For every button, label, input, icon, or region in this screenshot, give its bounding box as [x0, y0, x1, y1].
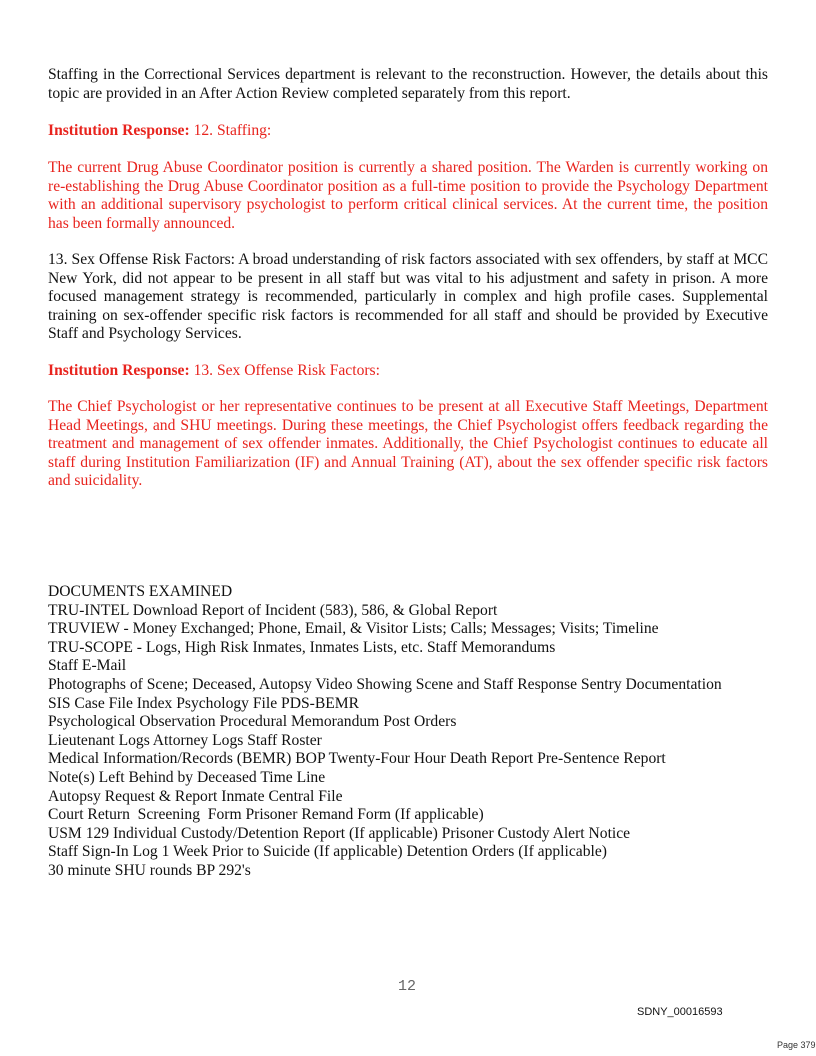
response-title: 12. Staffing:	[189, 122, 272, 139]
list-item: SIS Case File Index Psychology File PDS-BEMR	[48, 694, 360, 712]
list-item: Photographs of Scene; Deceased, Autopsy Video Showing Scene and Staff Response Sentry Documentation	[48, 675, 722, 693]
documents-examined-list	[48, 583, 768, 881]
list-item: Autopsy Request & Report Inmate Central File	[48, 787, 343, 805]
list-item: TRU-SCOPE - Logs, High Risk Inmates, Inmates Lists, etc. Staff Memorandums	[48, 638, 556, 656]
institution-response-12-heading	[48, 122, 768, 141]
list-item: Lieutenant Logs Attorney Logs Staff Roster	[48, 731, 322, 749]
list-item: 30 minute SHU rounds BP 292's	[48, 861, 251, 879]
list-item: TRU-INTEL Download Report of Incident (583), 586, & Global Report	[48, 601, 498, 619]
list-item: Court Return Screening Form Prisoner Remand Form (If applicable)	[48, 806, 484, 824]
documents-heading: DOCUMENTS EXAMINED	[48, 583, 233, 600]
response-label: Institution Response:	[48, 122, 190, 139]
response-label: Institution Response:	[48, 362, 190, 379]
bates-number: SDNY_00016593	[637, 1006, 723, 1018]
list-item: TRUVIEW - Money Exchanged; Phone, Email, & Visitor Lists; Calls; Messages; Visits; Timeline	[48, 620, 659, 638]
list-item: Psychological Observation Procedural Memorandum Post Orders	[48, 713, 457, 731]
list-item: Note(s) Left Behind by Deceased Time Line	[48, 768, 326, 786]
list-item: USM 129 Individual Custody/Detention Report (If applicable) Prisoner Custody Alert Notice	[48, 824, 631, 842]
institution-response-13-body: The Chief Psychologist or her representative continues to be present at all Executive Staff Meetings, Department Head Meetings, and SHU meetings. During these meetings, the Chief Psychologist offers feedback regarding the treatment and management of sex offender inmates. Additionally, the Chief Psychologist continues to educate all staff during Institution Familiarization (IF) and Annual Training (AT), about the sex offender specific risk factors and suicidality.	[48, 398, 768, 490]
staffing-paragraph: Staffing in the Correctional Services department is relevant to the reconstruction. However, the details about this topic are provided in an After Action Review completed separately from this report.	[48, 66, 768, 102]
page-label: Page 379	[777, 1040, 816, 1050]
institution-response-12-body: The current Drug Abuse Coordinator position is currently a shared position. The Warden is currently working on re-establishing the Drug Abuse Coordinator position as a full-time position to provide the Psychology Department with an additional supervisory psychologist to perform critical clinical services. At the current time, the position has been formally announced.	[48, 159, 768, 232]
list-item: Staff Sign-In Log 1 Week Prior to Suicide (If applicable) Detention Orders (If applicable)	[48, 843, 607, 861]
list-item: Staff E-Mail	[48, 657, 127, 675]
sex-offense-risk-paragraph: 13. Sex Offense Risk Factors: A broad understanding of risk factors associated with sex offenders, by staff at MCC New York, did not appear to be present in all staff but was vital to his adjustment and safety in prison. A more focused management strategy is recommended, particularly in complex and high profile cases. Supplemental training on sex-offender specific risk factors is recommended for all staff and should be provided by Executive Staff and Psychology Services.	[48, 251, 768, 343]
institution-response-13-heading	[48, 362, 768, 381]
list-item: Medical Information/Records (BEMR) BOP Twenty-Four Hour Death Report Pre-Sentence Report	[48, 750, 666, 768]
page-number: 12	[398, 978, 417, 995]
response-title: 13. Sex Offense Risk Factors:	[189, 362, 380, 379]
